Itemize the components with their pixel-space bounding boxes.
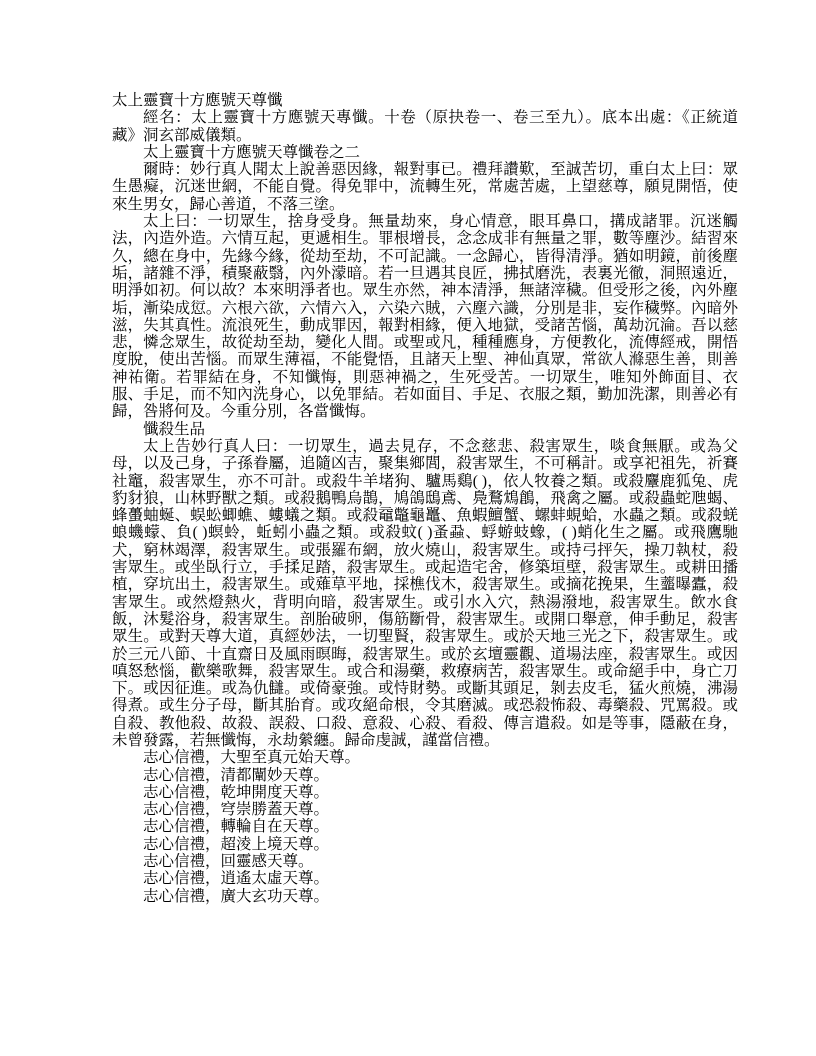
text-paragraph: 太上告妙行真人曰：一切眾生，過去見存，不念慈悲、殺害眾生，啖食無厭。或為父母，以及己身，子孫眷屬，追隨凶吉，聚集鄉閭，殺害眾生，不可稱計。或享祀祖先，祈賽社竈，殺害眾生，亦不可計。或殺牛羊堵狗、驢馬鷄( )，依人牧養之類。或殺麞鹿狐兔、虎豹豺狼，山林野獸之類。或殺鵝鴨烏鵲，鳩鴿鴟鳶、鳧鶩鴆鶬，飛禽之屬。或殺蟲蛇虺蝎、蜂蠆蚰蜒、蜈蚣蝍蟭、螻蟻之類。或殺黿鼈龜鼉、魚蝦鱣蟹、螺蚌蜆蛤，水蟲之類。或殺蜣蜋蟣蠓、負( )螟蛉，蚯蚓小蟲之類。或殺蚊( )蚤蝨、蜉蝣蚑蟓，( )蛸化生之屬。或飛鷹馳犬，窮林竭澤，殺害眾生。或張羅布網，放火燒山，殺害眾生。或持弓抨矢，操刀執杖，殺害眾生。或坐臥行立，手揉足踏，殺害眾生。或起造宅舍，修築垣壁，殺害眾生。或耕田播植，穿坑出土，殺害眾生。或薙草平地，採樵伐木，殺害眾生。或摘花挽果，生虀曝蠹，殺害眾生。或然燈熱火，背明向暗，殺害眾生。或引水入穴，熱湯潑地，殺害眾生。飲水食飯，沐髮浴身，殺害眾生。剖胎破卵，傷筋斷骨，殺害眾生。或開口舉意，伸手動足，殺害眾生。或對天尊大道，真經妙法，一切聖賢，殺害眾生。或於天地三光之下，殺害眾生。或於三元八節、十直齋日及風雨暝晦，殺害眾生。或於玄壇靈觀、道場法座，殺害眾生。或因嗔怒愁惱，歡樂歌舞，殺害眾生。或合和湯藥，救療病苦，殺害眾生。或命絕手中，身亡刀下。或因征進。或為仇讎。或倚豪強。或恃財勢。或斷其頭足，剝去皮毛，猛火煎燒，沸湯得煮。或生分子母，斷其胎育。或攻絕命根，令其磨滅。或恐殺怖殺、毒藥殺、咒罵殺。或自殺、教他殺、故殺、誤殺、口殺、意殺、心殺、看殺、傳言遣殺。如是等事，隱蔽在身，未曾發露，若無懺悔，永劫縈纏。歸命虔誠，謹當信禮。 [112, 437, 738, 749]
document-body [112, 92, 738, 905]
text-paragraph: 懺殺生品 [143, 420, 206, 438]
text-paragraph: 志心信禮，回靈感天尊。 [143, 853, 314, 871]
text-paragraph: 志心信禮，轉輪自在天尊。 [143, 818, 330, 836]
text-paragraph: 志心信禮，廣大玄功天尊。 [143, 887, 330, 905]
text-paragraph: 志心信禮，逍遙太虛天尊。 [143, 870, 330, 888]
text-paragraph: 太上曰：一切眾生，捨身受身。無量劫來，身心情意，眼耳鼻口，搆成諸罪。沉迷觸法，內造外造。六情互起，更遞相生。罪根增長，念念成非有無量之罪，數等塵沙。結習來久，總在身中，先緣今緣，從劫至劫，不可記識。一念歸心，皆得清淨。猶如明鏡，前後塵垢，諸雜不淨，積聚蔽翳，內外濛暗。若一旦遇其良匠，拂拭磨洗，表裏光徹，洞照遠近，明淨如初。何以故？本來明淨者也。眾生亦然，神本清淨，無諸滓穢。但受形之後，內外塵垢，漸染成愆。六根六欲，六情六入，六染六賊，六塵六識，分別是非，妄作穢弊。內暗外滋，失其真性。流浪死生，動成罪因，報對相緣，便入地獄，受諸苦惱，萬劫沉淪。吾以慈悲，憐念眾生，故從劫至劫，變化人間。或聖或凡，種種應身，方便教化，流傳經戒，開悟度脫，使出苦惱。而眾生薄福，不能覺悟，且諸天上聖、神仙真眾，常欲人滌惡生善，則善神祐衛。若罪結在身，不知懺悔，則惡神禍之，生死受苦。一切眾生，唯知外飾面目、衣服、手足，而不知內洗身心，以免罪結。若如面目、手足、衣服之類，勤加洗潔，則善必有歸，咎將何及。今重分別，各當懺悔。 [112, 213, 738, 421]
text-paragraph: 經名：太上靈寶十方應號天專懺。十卷（原抉卷一、卷三至九）。底本出處：《正統道藏》洞玄部威儀類。 [112, 109, 738, 144]
text-paragraph: 志心信禮，清都闡妙天尊。 [143, 766, 330, 784]
text-paragraph: 志心信禮，穹崇勝蓋天尊。 [143, 801, 330, 819]
document-title: 太上靈寶十方應號天尊懺 [112, 92, 283, 109]
text-paragraph: 志心信禮，乾坤開度天尊。 [143, 783, 330, 801]
text-paragraph: 太上靈寶十方應號天尊懺卷之二 [143, 143, 361, 161]
text-paragraph: 志心信禮，超淩上境天尊。 [143, 835, 330, 853]
text-paragraph: 志心信禮，大聖至真元始天尊。 [143, 749, 361, 767]
text-paragraph: 爾時：妙行真人聞太上說善惡因緣，報對事已。禮拜讚歎，至誠苦切，重白太上曰：眾生愚癡，沉迷世網，不能自覺。得免罪中，流轉生死，常處苦處，上望慈尊，願見開悟，使來生男女，歸心善道，不落三塗。 [112, 161, 738, 213]
